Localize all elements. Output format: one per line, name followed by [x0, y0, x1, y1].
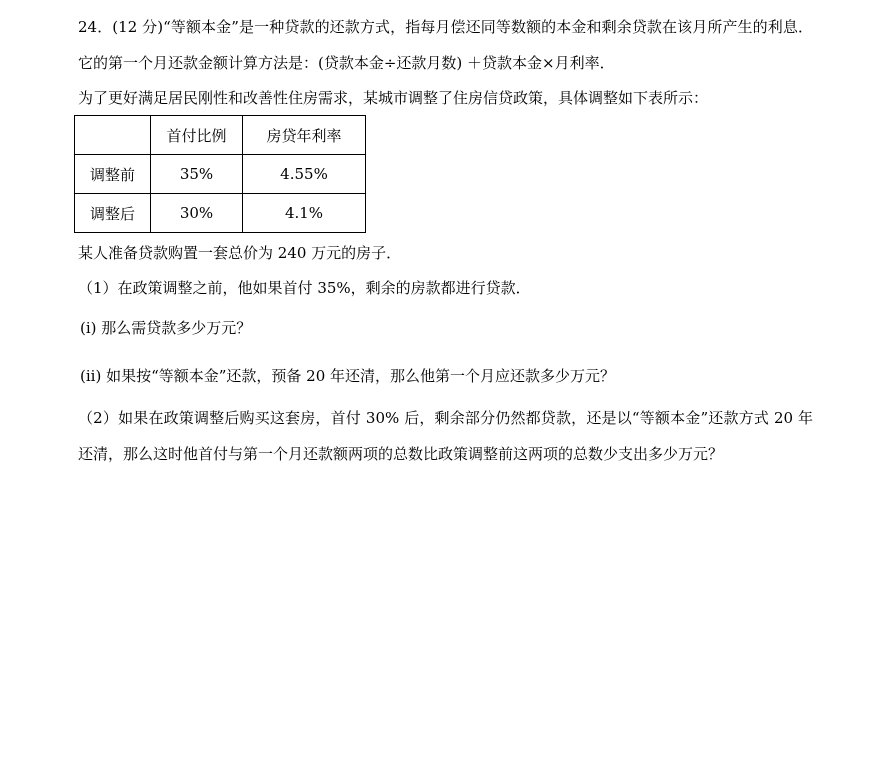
table-cell: 4.1% — [243, 194, 366, 233]
part1-statement: （1）在政策调整之前，他如果首付 35%，剩余的房款都进行贷款． — [78, 279, 531, 297]
table-header-cell — [75, 116, 151, 155]
policy-intro: 为了更好满足居民刚性和改善性住房需求，某城市调整了住房信贷政策，具体调整如下表所示： — [78, 89, 709, 107]
table-header-row — [75, 116, 366, 155]
part1-subquestion-ii: (ii) 如果按“等额本金”还款，预备 20 年还清，那么他第一个月应还款多少万元？ — [80, 367, 616, 385]
part1-subquestion-i: (i) 那么需贷款多少万元？ — [80, 319, 252, 337]
table-cell: 4.55% — [243, 155, 366, 194]
table-row — [75, 194, 366, 233]
problem-context: 某人准备贷款购置一套总价为 240 万元的房子． — [78, 244, 402, 262]
policy-table — [74, 115, 366, 233]
table-cell: 调整后 — [75, 194, 151, 233]
table-header-cell: 首付比例 — [151, 116, 243, 155]
table-cell: 调整前 — [75, 155, 151, 194]
table-cell: 35% — [151, 155, 243, 194]
question-intro: 24．(12 分)“等额本金”是一种贷款的还款方式，指每月偿还同等数额的本金和剩余贷款在该月所产生的利息．它的第一个月还款金额计算方法是：(贷款本金÷还款月数) ＋贷款本金×月利率． — [78, 18, 813, 72]
table-cell: 30% — [151, 194, 243, 233]
part2-statement: （2）如果在政策调整后购买这套房，首付 30% 后，剩余部分仍然都贷款，还是以“等额本金”还款方式 20 年还清，那么这时他首付与第一个月还款额两项的总数比政策调整前这两项的总数少支出多少万元？ — [78, 409, 813, 463]
table-header-cell: 房贷年利率 — [243, 116, 366, 155]
table-row — [75, 155, 366, 194]
